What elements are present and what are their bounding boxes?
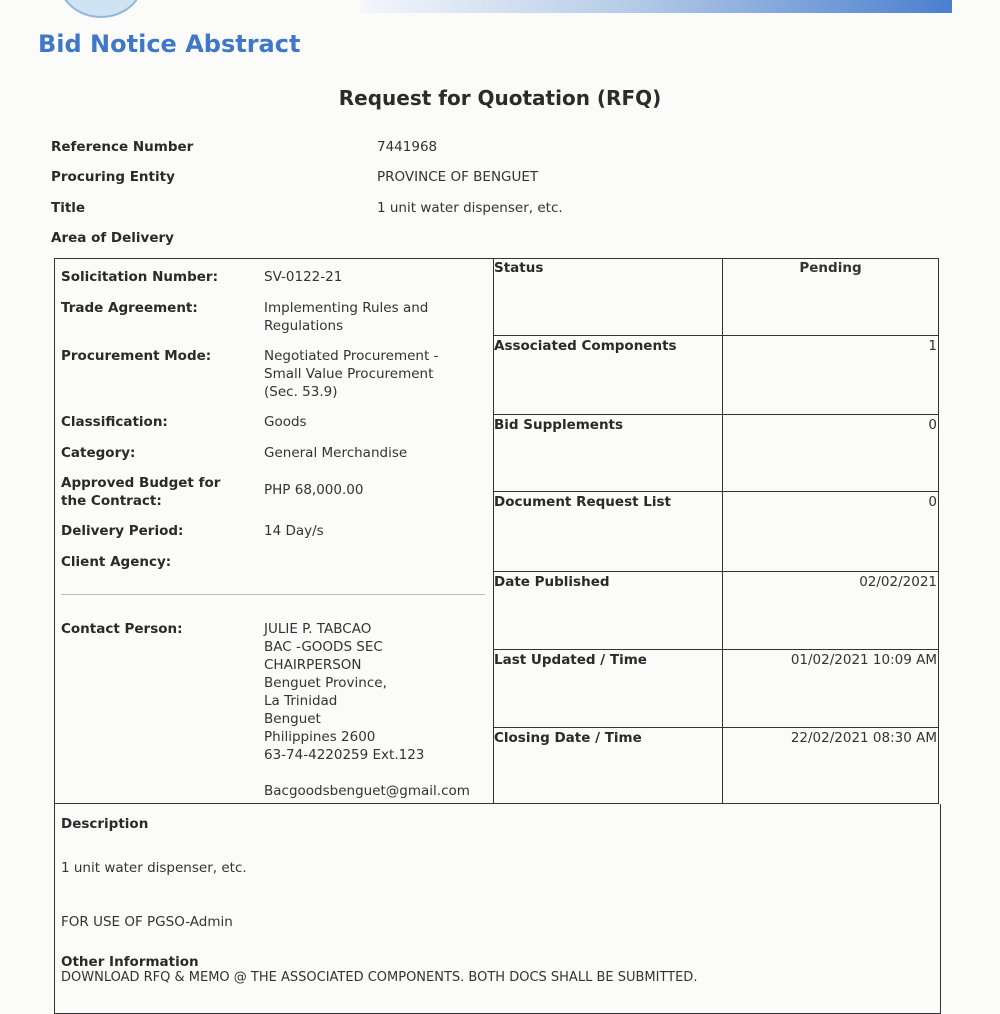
- contact-line: 63-74-4220259 Ext.123: [264, 747, 425, 763]
- classification-label: Classification:: [61, 414, 168, 430]
- contact-email: Bacgoodsbenguet@gmail.com: [264, 783, 470, 799]
- column-divider: [722, 336, 723, 415]
- title-value: 1 unit water dispenser, etc.: [377, 200, 563, 216]
- bid-supplements-value: 0: [928, 417, 937, 433]
- page-title: Request for Quotation (RFQ): [338, 86, 662, 110]
- status-table: [493, 258, 939, 804]
- associated-components-value: 1: [928, 338, 937, 354]
- category-label: Category:: [61, 445, 136, 461]
- date-published-row: [493, 572, 939, 650]
- closing-date-row: [493, 728, 939, 804]
- category-value: General Merchandise: [264, 445, 408, 461]
- info-label: Reference Number: [51, 139, 194, 155]
- description-label: Description: [61, 816, 149, 832]
- last-updated-label: Last Updated / Time: [494, 652, 647, 668]
- solicitation-number-value: SV-0122-21: [264, 269, 343, 285]
- reference-number-value: 7441968: [377, 139, 438, 155]
- header-banner: [360, 0, 952, 13]
- last-updated-row: [493, 650, 939, 728]
- contact-line: BAC -GOODS SEC: [264, 639, 383, 655]
- contact-line: CHAIRPERSON: [264, 657, 362, 673]
- contact-line: La Trinidad: [264, 693, 338, 709]
- procurement-mode-line: Small Value Procurement: [264, 366, 434, 382]
- status-row: [493, 258, 939, 336]
- description-line: 1 unit water dispenser, etc.: [61, 860, 247, 876]
- trade-agreement-value: [264, 299, 492, 335]
- document-request-list-row: [493, 492, 939, 572]
- info-label: Procuring Entity: [51, 169, 175, 185]
- procuring-entity-value: PROVINCE OF BENGUET: [377, 169, 539, 185]
- contact-line: Benguet Province,: [264, 675, 387, 691]
- trade-agreement-line: Regulations: [264, 318, 344, 334]
- procurement-mode-line: Negotiated Procurement -: [264, 348, 439, 364]
- column-divider: [722, 650, 723, 728]
- document-request-list-value: 0: [928, 494, 937, 510]
- column-divider: [722, 728, 723, 804]
- column-divider: [722, 492, 723, 572]
- description-line: FOR USE OF PGSO-Admin: [61, 914, 233, 930]
- associated-components-label: Associated Components: [494, 338, 677, 354]
- abc-label-line: the Contract:: [61, 493, 162, 509]
- procurement-mode-label: Procurement Mode:: [61, 348, 212, 364]
- info-label: Title: [51, 200, 86, 216]
- solicitation-number-label: Solicitation Number:: [61, 269, 218, 285]
- closing-date-value: 22/02/2021 08:30 AM: [790, 730, 937, 746]
- abc-label: [61, 474, 251, 510]
- abstract-title: Bid Notice Abstract: [38, 30, 301, 58]
- associated-components-row: [493, 336, 939, 415]
- document-request-list-label: Document Request List: [494, 494, 671, 510]
- column-divider: [722, 572, 723, 650]
- contact-person-label: Contact Person:: [61, 621, 183, 637]
- column-divider: [722, 415, 723, 492]
- client-agency-label: Client Agency:: [61, 554, 172, 570]
- contact-line: Philippines 2600: [264, 729, 376, 745]
- classification-value: Goods: [264, 414, 307, 430]
- delivery-period-label: Delivery Period:: [61, 523, 184, 539]
- procurement-mode-line: (Sec. 53.9): [264, 384, 338, 400]
- status-label: Status: [494, 260, 544, 276]
- other-information-text: DOWNLOAD RFQ & MEMO @ THE ASSOCIATED COMPONENTS. BOTH DOCS SHALL BE SUBMITTED.: [61, 970, 698, 985]
- delivery-period-value: 14 Day/s: [264, 523, 324, 539]
- last-updated-value: 01/02/2021 10:09 AM: [790, 652, 937, 668]
- trade-agreement-line: Implementing Rules and: [264, 300, 429, 316]
- bid-supplements-row: [493, 415, 939, 492]
- closing-date-label: Closing Date / Time: [494, 730, 642, 746]
- procurement-mode-value: [264, 347, 492, 401]
- contact-line: JULIE P. TABCAO: [264, 621, 372, 637]
- abc-label-line: Approved Budget for: [61, 475, 221, 491]
- status-value: Pending: [799, 260, 862, 276]
- info-label: Area of Delivery: [51, 230, 174, 246]
- other-information-label: Other Information: [61, 954, 199, 970]
- seal-logo: [58, 0, 144, 18]
- abc-value: PHP 68,000.00: [264, 482, 364, 498]
- bid-supplements-label: Bid Supplements: [494, 417, 624, 433]
- divider: [61, 594, 485, 595]
- date-published-label: Date Published: [494, 574, 610, 590]
- trade-agreement-label: Trade Agreement:: [61, 300, 198, 316]
- contact-person-value: [264, 620, 492, 764]
- date-published-value: 02/02/2021: [859, 574, 937, 590]
- contact-line: Benguet: [264, 711, 321, 727]
